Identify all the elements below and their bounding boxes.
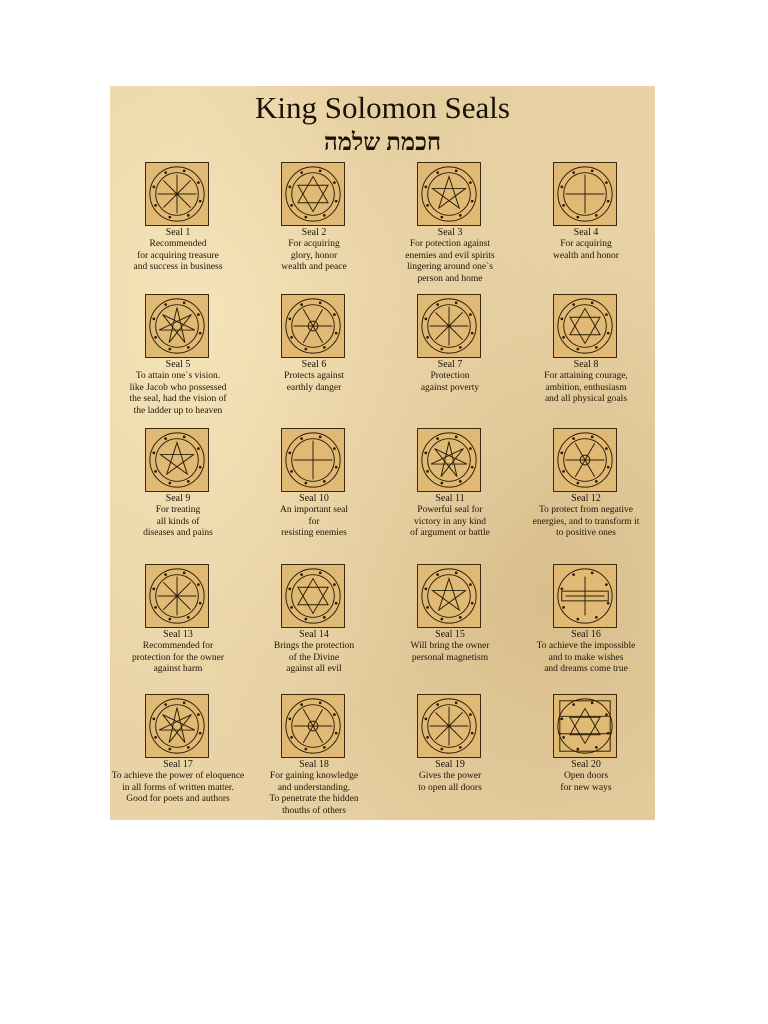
seal-2-icon	[281, 162, 345, 226]
seal-description: Brings the protection of the Divine against all evil	[273, 641, 355, 674]
seals-poster	[110, 86, 655, 820]
seal-6-icon-graphic	[282, 295, 344, 357]
seal-20-icon-graphic	[554, 695, 616, 757]
seal-name: Seal 11	[435, 493, 465, 504]
seal-8-icon	[553, 294, 617, 358]
seal-4-icon-graphic	[554, 163, 616, 225]
seal-15-icon-graphic	[418, 565, 480, 627]
seal-name: Seal 20	[571, 759, 601, 770]
seal-1-icon	[145, 162, 209, 226]
seal-description: Open doors for new ways	[560, 771, 612, 793]
seal-8-icon-graphic	[554, 295, 616, 357]
seal-description: For acquiring glory, honor wealth and peace	[281, 239, 347, 272]
seal-description: To achieve the power of eloquence in all forms of written matter. Good for poets and authors	[111, 771, 245, 804]
seal-description: Will bring the owner personal magnetism	[410, 641, 490, 663]
seal-name: Seal 8	[573, 359, 599, 370]
seal-name: Seal 12	[571, 493, 601, 504]
seal-5-icon-graphic	[146, 295, 208, 357]
seal-10-icon-graphic	[282, 429, 344, 491]
seal-4-icon	[553, 162, 617, 226]
seal-16-icon	[553, 564, 617, 628]
seal-12-icon-graphic	[554, 429, 616, 491]
seal-name: Seal 19	[435, 759, 465, 770]
poster-title: King Solomon Seals	[255, 90, 510, 125]
seal-2-icon-graphic	[282, 163, 344, 225]
seal-grid	[110, 86, 655, 820]
seal-9-icon	[145, 428, 209, 492]
seal-description: For attaining courage, ambition, enthusiasm and all physical goals	[544, 371, 628, 404]
seal-name: Seal 17	[163, 759, 193, 770]
seal-name: Seal 10	[299, 493, 329, 504]
seal-description: Recommended for protection for the owner against harm	[131, 641, 225, 674]
seal-3-icon-graphic	[418, 163, 480, 225]
seal-description: For treating all kinds of diseases and pains	[143, 505, 213, 538]
seal-name: Seal 18	[299, 759, 329, 770]
seal-16-icon-graphic	[554, 565, 616, 627]
seal-19-icon	[417, 694, 481, 758]
seal-11-icon	[417, 428, 481, 492]
seal-12-icon	[553, 428, 617, 492]
seal-name: Seal 4	[573, 227, 599, 238]
seal-description: Protection against poverty	[420, 371, 480, 393]
seal-description: Protects against earthly danger	[284, 371, 344, 393]
seal-name: Seal 1	[165, 227, 191, 238]
seal-10-icon	[281, 428, 345, 492]
seal-name: Seal 3	[437, 227, 463, 238]
seal-name: Seal 16	[571, 629, 601, 640]
seal-description: Powerful seal for victory in any kind of argument or battle	[410, 505, 490, 538]
seal-14-icon	[281, 564, 345, 628]
seal-13-icon	[145, 564, 209, 628]
seal-7-icon-graphic	[418, 295, 480, 357]
seal-6-icon	[281, 294, 345, 358]
seal-name: Seal 2	[301, 227, 327, 238]
seal-description: Recommended for acquiring treasure and success in business	[133, 239, 223, 272]
seal-17-icon-graphic	[146, 695, 208, 757]
seal-description: To attain one`s vision. like Jacob who possessed the seal, had the vision of the ladder up to heaven	[129, 371, 227, 416]
seal-5-icon	[145, 294, 209, 358]
seal-description: To protect from negative energies, and to transform it to positive ones	[532, 505, 640, 538]
seal-17-icon	[145, 694, 209, 758]
seal-description: For potection against enemies and evil spirits lingering around one`s person and home	[405, 239, 495, 284]
seal-9-icon-graphic	[146, 429, 208, 491]
seal-13-icon-graphic	[146, 565, 208, 627]
seal-18-icon	[281, 694, 345, 758]
seal-7-icon	[417, 294, 481, 358]
seal-name: Seal 13	[163, 629, 193, 640]
seal-1-icon-graphic	[146, 163, 208, 225]
seal-name: Seal 14	[299, 629, 329, 640]
seal-name: Seal 6	[301, 359, 327, 370]
seal-description: Gives the power to open all doors	[418, 771, 482, 793]
seal-name: Seal 15	[435, 629, 465, 640]
seal-name: Seal 7	[437, 359, 463, 370]
seal-description: For acquiring wealth and honor	[553, 239, 619, 261]
seal-14-icon-graphic	[282, 565, 344, 627]
seal-name: Seal 5	[165, 359, 191, 370]
seal-19-icon-graphic	[418, 695, 480, 757]
seal-description: For gaining knowledge and understanding. To penetrate the hidden thouths of others	[269, 771, 359, 816]
seal-18-icon-graphic	[282, 695, 344, 757]
seal-description: To achieve the impossible and to make wishes and dreams come true	[536, 641, 636, 674]
seal-3-icon	[417, 162, 481, 226]
seal-20-icon	[553, 694, 617, 758]
seal-name: Seal 9	[165, 493, 191, 504]
seal-15-icon	[417, 564, 481, 628]
seal-description: An important seal for resisting enemies	[279, 505, 349, 538]
poster-subtitle: חכמת שלמה	[323, 130, 442, 156]
seal-11-icon-graphic	[418, 429, 480, 491]
